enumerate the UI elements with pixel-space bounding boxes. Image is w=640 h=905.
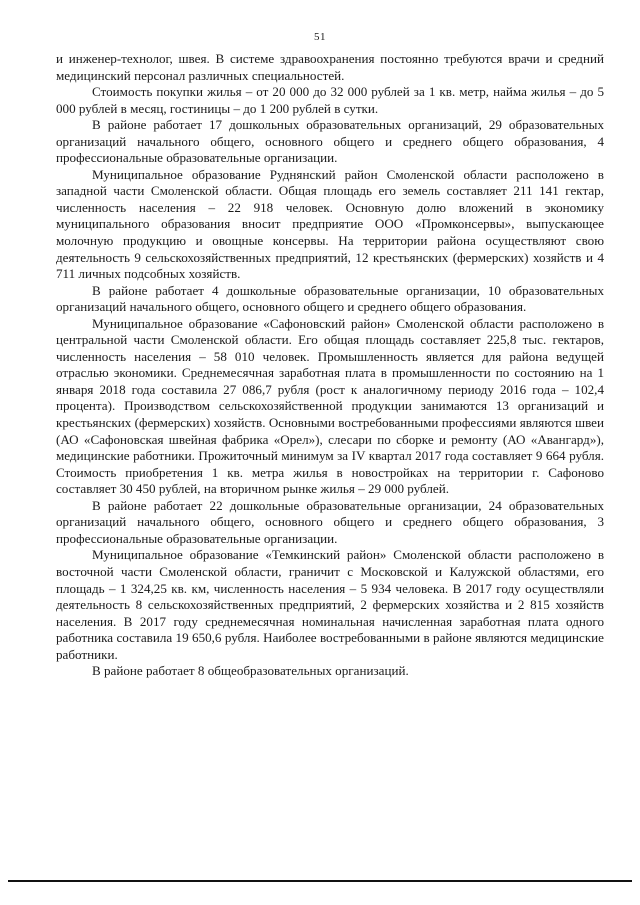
paragraph-education-rudnya: В районе работает 4 дошкольные образовательные организации, 10 образовательных организаций начального общего, основного общего и среднего общего образования. [56,282,604,315]
paragraph-temkino-district: Муниципальное образование «Темкинский район» Смоленской области расположено в восточной части Смоленской области, граничит с Московской и Калужской областями, его площадь – 1 324,25 кв. км, численность населения – 5 934 человека. В 2017 году осуществляли деятельность 8 сельскохозяйственных предприятий, 2 фермерских хозяйства и 2 815 хозяйств населения. В 2017 году среднемесячная номинальная начисленная заработная плата одного работника составила 19 650,6 рубля. Наиболее востребованными в районе являются медицинские работники. [56,547,604,662]
page-number: 51 [314,31,326,43]
paragraph-housing-cost: Стоимость покупки жилья – от 20 000 до 32 000 рублей за 1 кв. метр, найма жилья – до 5 000 рублей в месяц, гостиницы – до 1 200 рублей в сутки. [56,84,604,116]
bottom-rule [8,880,632,882]
paragraph-safonovo-district: Муниципальное образование «Сафоновский район» Смоленской области расположено в центральной части Смоленской области. Его общая площадь составляет 225,8 тыс. гектаров, численность населения – 58 010 человек. Промышленность является для района ведущей отраслью экономики. Среднемесячная заработная плата в промышленности по состоянию на 1 января 2018 года составила 27 086,7 рубля (рост к аналогичному периоду 2016 года – 102,4 процента). Производством сельскохозяйственной продукции занимаются 13 организаций и крестьянских (фермерских) хозяйств. Основными востребованными профессиями являются швеи (АО «Сафоновская швейная фабрика «Орел»), слесари по сборке и ремонту (АО «Авангард»), медицинские работники. Прожиточный минимум за IV квартал 2017 года составляет 9 664 рубля. Стоимость приобретения 1 кв. метра жилья в новостройках на территории г. Сафоново составляет 30 450 рублей, на вторичном рынке жилья – 29 000 рублей. [56,315,604,497]
document-body [56,51,604,680]
paragraph-education-safonovo: В районе работает 22 дошкольные образовательные организации, 24 образовательных организаций начального общего, основного общего и среднего общего образования, 3 профессиональные образовательные организации. [56,497,604,546]
paragraph-education-district-1: В районе работает 17 дошкольных образовательных организаций, 29 образовательных организаций начального общего, основного общего и среднего общего образования, 4 профессиональные образовательные организации. [56,117,604,166]
paragraph-rudnya-district: Муниципальное образование Руднянский район Смоленской области расположено в западной части Смоленской области. Общая площадь его земель составляет 211 141 гектар, численность населения – 22 918 человек. Основную долю вложений в экономику муниципального образования вносит предприятие ООО «Промконсервы», выпускающее молочную продукцию и овощные консервы. На территории района осуществляют свою деятельность 9 сельскохозяйственных предприятий, 12 крестьянских (фермерских) хозяйств и 4 711 личных подсобных хозяйств. [56,166,604,282]
paragraph-continuation: и инженер-технолог, швея. В системе здравоохранения постоянно требуются врачи и средний медицинский персонал различных специальностей. [56,51,604,83]
paragraph-education-temkino: В районе работает 8 общеобразовательных организаций. [92,663,409,679]
